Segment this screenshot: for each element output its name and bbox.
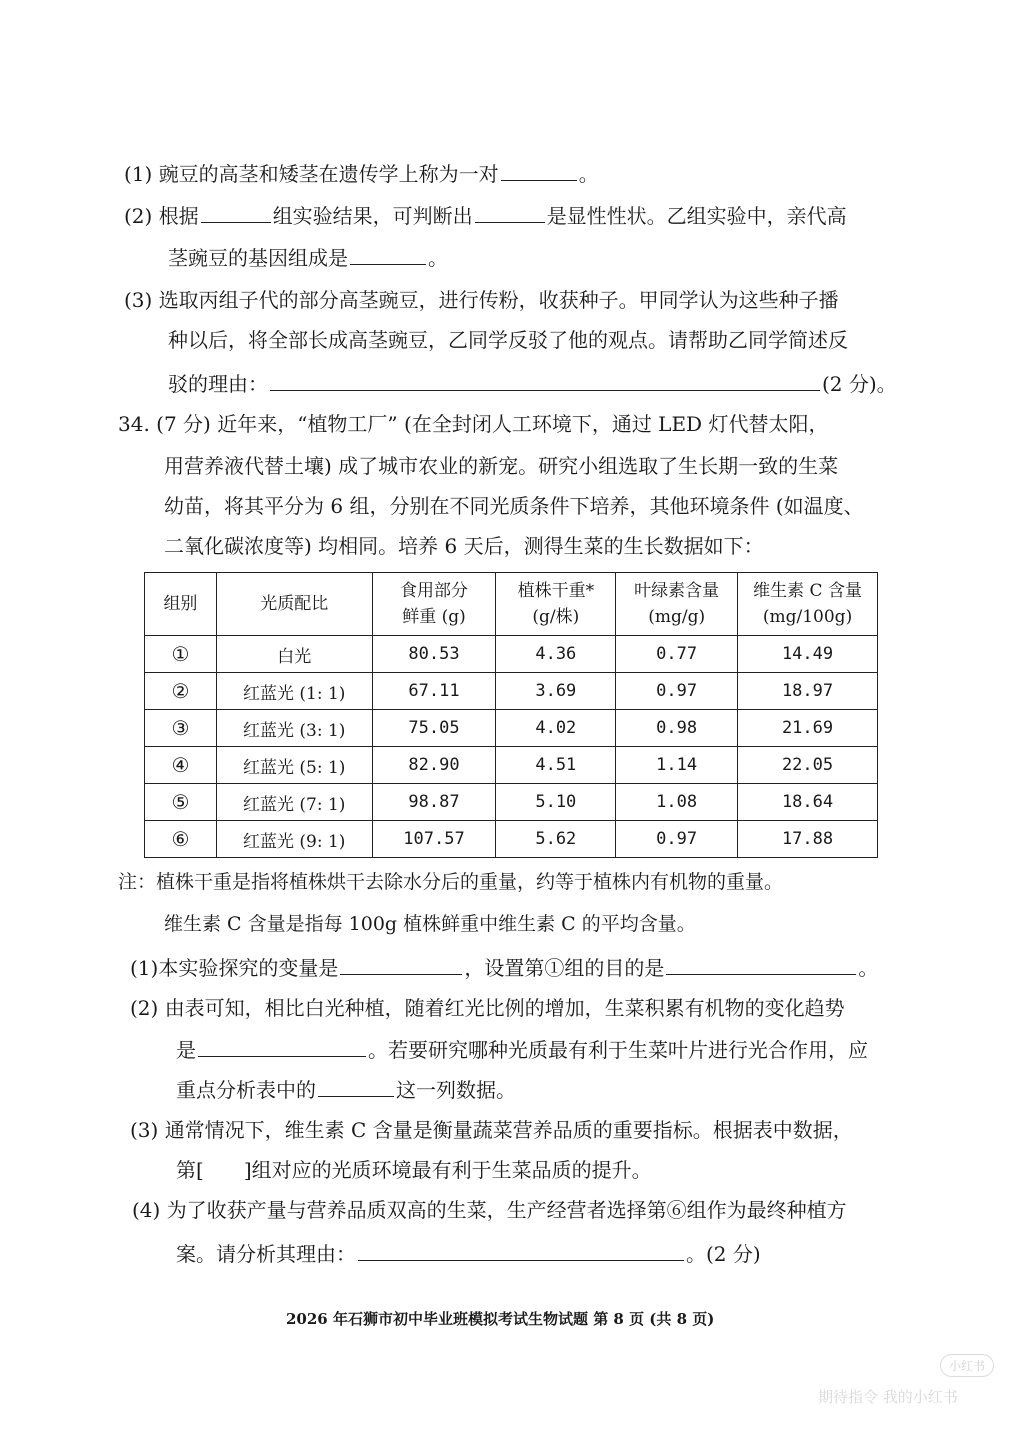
table-header-cell [372,573,496,636]
watermark-badge: 小红书 [940,1354,994,1377]
table-row [145,636,878,673]
table-header-cell [496,573,616,636]
answer-blank[interactable] [350,242,426,265]
table-cell: 75.05 [372,710,496,747]
table-cell: 3.69 [496,673,616,710]
header-line: (mg/g) [648,607,706,627]
q33-part2-line1: (2) 根据 组实验结果，可判断出 是显性性状。乙组实验中，亲代高 [124,200,847,230]
header-line: 食用部分 [399,581,468,601]
q33-part3-line3: 驳的理由： (2 分)。 [168,368,897,398]
answer-blank[interactable] [198,1034,366,1057]
table-cell: ⑤ [145,784,217,821]
answer-blank[interactable] [666,952,856,975]
table-cell: 红蓝光 (7: 1) [216,784,372,821]
q34-sub4-line1: (4) 为了收获产量与营养品质双高的生菜，生产经营者选择第⑥组作为最终种植方 [132,1198,847,1222]
table-cell: 0.98 [616,710,738,747]
header-line: 组别 [163,594,198,614]
table-cell: 红蓝光 (1: 1) [216,673,372,710]
table-cell: ③ [145,710,217,747]
table-cell: 4.51 [496,747,616,784]
q34-sub1: (1)本实验探究的变量是 ，设置第①组的目的是 。 [130,952,878,982]
header-line: 叶绿素含量 [634,581,720,601]
table-cell: ① [145,636,217,673]
table-cell: 5.10 [496,784,616,821]
header-line: (g/株) [532,607,580,627]
table-header-cell [738,573,878,636]
table-header-row [145,573,878,636]
table-cell: 21.69 [738,710,878,747]
header-line: 光质配比 [260,594,329,614]
table-row [145,710,878,747]
q33-part2-line2: 茎豌豆的基因组成是 。 [168,242,448,272]
table-cell: 82.90 [372,747,496,784]
table-note-2: 维生素 C 含量是指每 100g 植株鲜重中维生素 C 的平均含量。 [164,913,696,935]
table-cell: 0.77 [616,636,738,673]
table-body [145,636,878,858]
answer-blank[interactable] [201,200,271,223]
q33-part3-line1: (3) 选取丙组子代的部分高茎豌豆，进行传粉，收获种子。甲同学认为这些种子播 [124,288,839,312]
table-cell: 22.05 [738,747,878,784]
q34-sub3-line1: (3) 通常情况下，维生素 C 含量是衡量蔬菜营养品质的重要指标。根据表中数据， [130,1118,853,1142]
table-header-cell [616,573,738,636]
table-row [145,784,878,821]
table-cell: 红蓝光 (3: 1) [216,710,372,747]
q34-intro-line1: 34. (7 分) 近年来，“植物工厂” (在全封闭人工环境下，通过 LED 灯代替太阳， [118,412,829,436]
table-cell: 107.57 [372,821,496,858]
q34-sub2-line2: 是 。若要研究哪种光质最有利于生菜叶片进行光合作用，应 [176,1034,868,1064]
table-cell: ⑥ [145,821,217,858]
q34-sub4-line2: 案。请分析其理由： 。(2 分) [176,1238,761,1268]
watermark-text: 期待指令 我的小红书 [818,1388,958,1406]
table-cell: 红蓝光 (5: 1) [216,747,372,784]
table-cell: 18.97 [738,673,878,710]
q33-part1: (1) 豌豆的高茎和矮茎在遗传学上称为一对 。 [124,158,599,188]
table-cell: 0.97 [616,821,738,858]
answer-blank[interactable] [501,158,577,181]
header-line: (mg/100g) [762,607,853,627]
header-line: 维生素 C 含量 [753,581,862,601]
table-cell: 14.49 [738,636,878,673]
answer-blank[interactable] [358,1238,684,1261]
table-cell: 5.62 [496,821,616,858]
answer-blank[interactable] [475,200,545,223]
q34-sub2-line1: (2) 由表可知，相比白光种植，随着红光比例的增加，生菜积累有机物的变化趋势 [130,996,845,1020]
table-cell: 1.08 [616,784,738,821]
answer-blank[interactable] [318,1074,394,1097]
table-cell: 白光 [216,636,372,673]
lettuce-growth-table [144,572,878,858]
table-cell: 0.97 [616,673,738,710]
table-row [145,747,878,784]
table-cell: 67.11 [372,673,496,710]
q33-part3-line2: 种以后，将全部长成高茎豌豆，乙同学反驳了他的观点。请帮助乙同学简述反 [168,328,848,352]
table-row [145,821,878,858]
table-cell: ② [145,673,217,710]
table-header-cell [216,573,372,636]
table-cell: 1.14 [616,747,738,784]
page-footer: 2026 年石狮市初中毕业班模拟考试生物试题 第 8 页 (共 8 页) [286,1310,715,1328]
table-note-1: 注：植株干重是指将植株烘干去除水分后的重量，约等于植株内有机物的重量。 [118,871,784,893]
q34-sub3-line2: 第[ ]组对应的光质环境最有利于生菜品质的提升。 [176,1158,652,1182]
q34-intro-line2: 用营养液代替土壤) 成了城市农业的新宠。研究小组选取了生长期一致的生菜 [164,454,839,478]
header-line: 鲜重 (g) [402,607,466,627]
q34-sub2-line3: 重点分析表中的 这一列数据。 [176,1074,516,1104]
table-cell: 18.64 [738,784,878,821]
answer-blank[interactable] [340,952,462,975]
q34-intro-line3: 幼苗，将其平分为 6 组，分别在不同光质条件下培养，其他环境条件 (如温度、 [164,494,864,518]
q34-intro-line4: 二氧化碳浓度等) 均相同。培养 6 天后，测得生菜的生长数据如下： [164,534,764,558]
table-cell: 80.53 [372,636,496,673]
header-line: 植株干重* [517,581,595,601]
table-header-cell [145,573,217,636]
table-cell: 17.88 [738,821,878,858]
table-row [145,673,878,710]
table-cell: 4.02 [496,710,616,747]
table-cell: 98.87 [372,784,496,821]
table-cell: ④ [145,747,217,784]
table-cell: 4.36 [496,636,616,673]
answer-blank[interactable] [270,368,820,391]
table-cell: 红蓝光 (9: 1) [216,821,372,858]
